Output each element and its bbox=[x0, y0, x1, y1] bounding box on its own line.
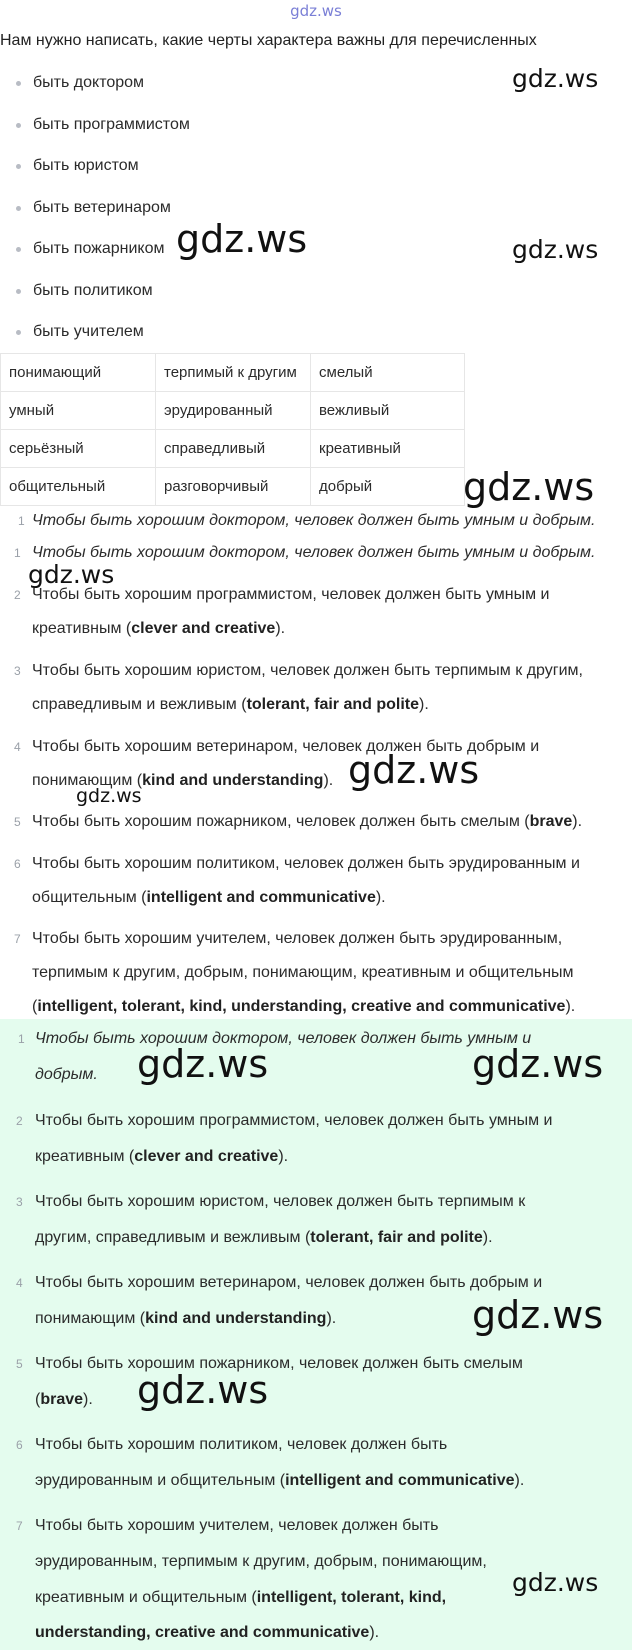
list-item: быть политиком bbox=[0, 282, 190, 324]
watermark: gdz.ws bbox=[76, 785, 142, 807]
list-item: быть учителем bbox=[0, 323, 190, 365]
table-cell: вежливый bbox=[311, 392, 465, 430]
list-item: быть пожарником bbox=[0, 240, 190, 282]
watermark: gdz.ws bbox=[463, 465, 595, 509]
bullet-icon bbox=[16, 289, 21, 294]
watermark: gdz.ws bbox=[472, 1042, 604, 1086]
table-cell: терпимый к другим bbox=[156, 354, 311, 392]
table-row bbox=[1, 392, 465, 430]
watermark: gdz.ws bbox=[28, 560, 115, 589]
table-cell: справедливый bbox=[156, 430, 311, 468]
table-cell: эрудированный bbox=[156, 392, 311, 430]
watermark: gdz.ws bbox=[512, 64, 599, 93]
bullet-icon bbox=[16, 81, 21, 86]
table-cell: общительный bbox=[1, 468, 156, 506]
watermark: gdz.ws bbox=[137, 1368, 269, 1412]
bullet-icon bbox=[16, 164, 21, 169]
table-cell: креативный bbox=[311, 430, 465, 468]
list-item: быть доктором bbox=[0, 74, 190, 116]
table-cell: добрый bbox=[311, 468, 465, 506]
list-item: быть юристом bbox=[0, 157, 190, 199]
watermark: gdz.ws bbox=[512, 235, 599, 264]
table-row bbox=[1, 354, 465, 392]
table-cell: разговорчивый bbox=[156, 468, 311, 506]
traits-table bbox=[0, 353, 465, 506]
table-cell: серьёзный bbox=[1, 430, 156, 468]
bullet-icon bbox=[16, 330, 21, 335]
table-cell: понимающий bbox=[1, 354, 156, 392]
bullet-icon bbox=[16, 206, 21, 211]
watermark: gdz.ws bbox=[176, 217, 308, 261]
table-row bbox=[1, 468, 465, 506]
list-item: быть ветеринаром bbox=[0, 199, 190, 241]
list-item: быть программистом bbox=[0, 116, 190, 158]
watermark: gdz.ws bbox=[137, 1042, 269, 1086]
bullet-icon bbox=[16, 123, 21, 128]
bullet-icon bbox=[16, 247, 21, 252]
site-logo[interactable]: gdz.ws bbox=[290, 2, 342, 20]
watermark: gdz.ws bbox=[472, 1293, 604, 1337]
profession-list bbox=[0, 74, 190, 365]
task-intro: Нам нужно написать, какие черты характера важны для перечисленных bbox=[0, 32, 537, 49]
table-row bbox=[1, 430, 465, 468]
watermark: gdz.ws bbox=[348, 748, 480, 792]
table-cell: смелый bbox=[311, 354, 465, 392]
table-cell: умный bbox=[1, 392, 156, 430]
watermark: gdz.ws bbox=[512, 1568, 599, 1597]
